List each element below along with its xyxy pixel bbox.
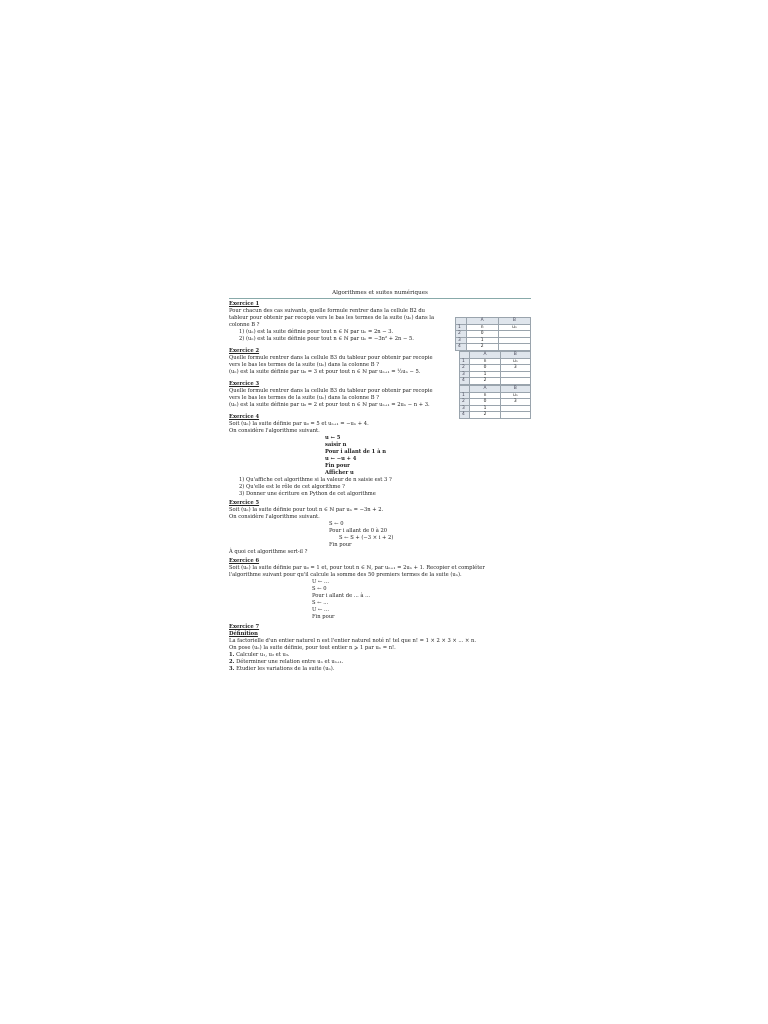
exercise-1 — [229, 301, 531, 349]
exercise-2-line: (uₙ) est la suite définie par u₀ = 3 et pour tout n ∈ ℕ par uₙ₊₁ = ½uₙ − 5. — [229, 369, 421, 375]
exercise-6-line: Soit (uₙ) la suite définie par u₀ = 1 et, pour tout n ∈ ℕ, par uₙ₊₁ = 2uₙ + 1. Recopier et compléter — [229, 565, 485, 571]
exercise-7-line: La factorielle d'un entier naturel n est l'entier naturel noté n! tel que n! = 1 × 2 × 3 × ... × n. — [229, 638, 476, 644]
algorithm-line: Pour i allant de ... à ... — [312, 593, 371, 599]
algorithm-line: Fin pour — [325, 463, 350, 469]
algorithm-line: saisir n — [325, 442, 347, 448]
exercise-3-line: vers le bas les termes de la suite (uₙ) dans la colonne B ? — [229, 395, 379, 401]
page-title: Algorithmes et suites numériques — [229, 290, 531, 299]
exercise-1-item: 1) (uₙ) est la suite définie pour tout n ∈ ℕ par uₙ = 2n − 3. — [239, 329, 394, 335]
algorithm-line: S ← 0 — [329, 521, 344, 527]
document-page — [229, 290, 531, 673]
exercise-3-heading: Exercice 3 — [229, 381, 260, 387]
exercise-2-heading: Exercice 2 — [229, 348, 260, 354]
exercise-6 — [229, 558, 531, 621]
algorithm-line: Pour i allant de 0 à 20 — [329, 528, 388, 534]
exercise-3-line: (uₙ) est la suite définie par u₀ = 2 et pour tout n ∈ ℕ par uₙ₊₁ = 2uₙ − n + 3. — [229, 402, 430, 408]
spreadsheet-table-3: A B 1 n uₙ 2 0 3 3 1 4 2 — [459, 385, 531, 419]
exercise-5-heading: Exercice 5 — [229, 500, 260, 506]
algorithm-line: Pour i allant de 1 à n — [325, 449, 387, 455]
exercise-2 — [229, 348, 531, 383]
exercise-4 — [229, 414, 531, 498]
exercise-7-line: On pose (uₙ) la suite définie, pour tout entier n ⩾ 1 par uₙ = n!. — [229, 645, 396, 651]
algorithm-line: S ← ... — [312, 600, 329, 606]
exercise-1-item: 2) (uₙ) est la suite définie pour tout n ∈ ℕ par uₙ = −3n² + 2n − 5. — [239, 336, 414, 342]
exercise-3-line: Quelle formule rentrer dans la cellule B3 du tableur pour obtenir par recopie — [229, 388, 433, 394]
exercise-7-heading: Exercice 7 — [229, 624, 260, 630]
exercise-5-line: Soit (uₙ) la suite définie pour tout n ∈ ℕ par uₙ = −3n + 2. — [229, 507, 384, 513]
algorithm-line: Fin pour — [312, 614, 335, 620]
exercise-4-heading: Exercice 4 — [229, 414, 260, 420]
exercise-4-line: On considère l'algorithme suivant. — [229, 428, 320, 434]
exercise-1-line: colonne B ? — [229, 322, 260, 328]
algorithm-line: Fin pour — [329, 542, 352, 548]
exercise-5-line: On considère l'algorithme suivant. — [229, 514, 320, 520]
exercise-5 — [229, 500, 531, 556]
algorithm-line: Afficher u — [325, 470, 354, 476]
exercise-6-heading: Exercice 6 — [229, 558, 260, 564]
algorithm-line: S ← S + (−3 × i + 2) — [339, 535, 394, 541]
exercise-4-item: 2) Qu'elle est le rôle de cet algorithme ? — [239, 484, 345, 490]
definition-heading: Définition — [229, 631, 258, 637]
exercise-7-item: 2. Déterminer une relation entre uₙ et uₙ₊₁. — [229, 659, 344, 665]
algorithm-line: U ← ... — [312, 607, 329, 613]
exercise-5-question: À quoi cet algorithme sert-il ? — [229, 549, 308, 555]
exercise-2-line: vers le bas les termes de la suite (uₙ) dans la colonne B ? — [229, 362, 379, 368]
exercise-1-line: Pour chacun des cas suivants, quelle formule rentrer dans la cellule B2 du — [229, 308, 426, 314]
exercise-2-line: Quelle formule rentrer dans la cellule B3 du tableur pour obtenir par recopie — [229, 355, 433, 361]
spreadsheet-table-2: A B 1 n uₙ 2 0 3 3 1 4 2 — [459, 351, 531, 385]
algorithm-line: u ← 5 — [325, 435, 341, 441]
algorithm-line: S ← 0 — [312, 586, 327, 592]
algorithm-line: u ← −u + 4 — [325, 456, 357, 462]
exercise-7-item: 3. Etudier les variations de la suite (uₙ). — [229, 666, 335, 672]
exercise-7 — [229, 624, 531, 673]
exercise-6-line: l'algorithme suivant pour qu'il calcule la somme des 50 premiers termes de la suite (uₙ). — [229, 572, 462, 578]
algorithm-line: U ← ... — [312, 579, 329, 585]
exercise-1-heading: Exercice 1 — [229, 301, 260, 307]
exercise-7-item: 1. Calculer u₁, u₂ et u₃. — [229, 652, 290, 658]
exercise-4-line: Soit (uₙ) la suite définie par u₀ = 5 et uₙ₊₁ = −uₙ + 4. — [229, 421, 369, 427]
exercise-4-item: 3) Donner une écriture en Python de cet algorithme — [239, 491, 376, 497]
exercise-4-item: 1) Qu'affiche cet algorithme si la valeur de n saisie est 3 ? — [239, 477, 392, 483]
spreadsheet-table-1: A B 1 n uₙ 2 0 3 1 4 2 — [455, 317, 531, 351]
exercise-1-line: tableur pour obtenir par recopie vers le bas les termes de la suite (uₙ) dans la — [229, 315, 435, 321]
